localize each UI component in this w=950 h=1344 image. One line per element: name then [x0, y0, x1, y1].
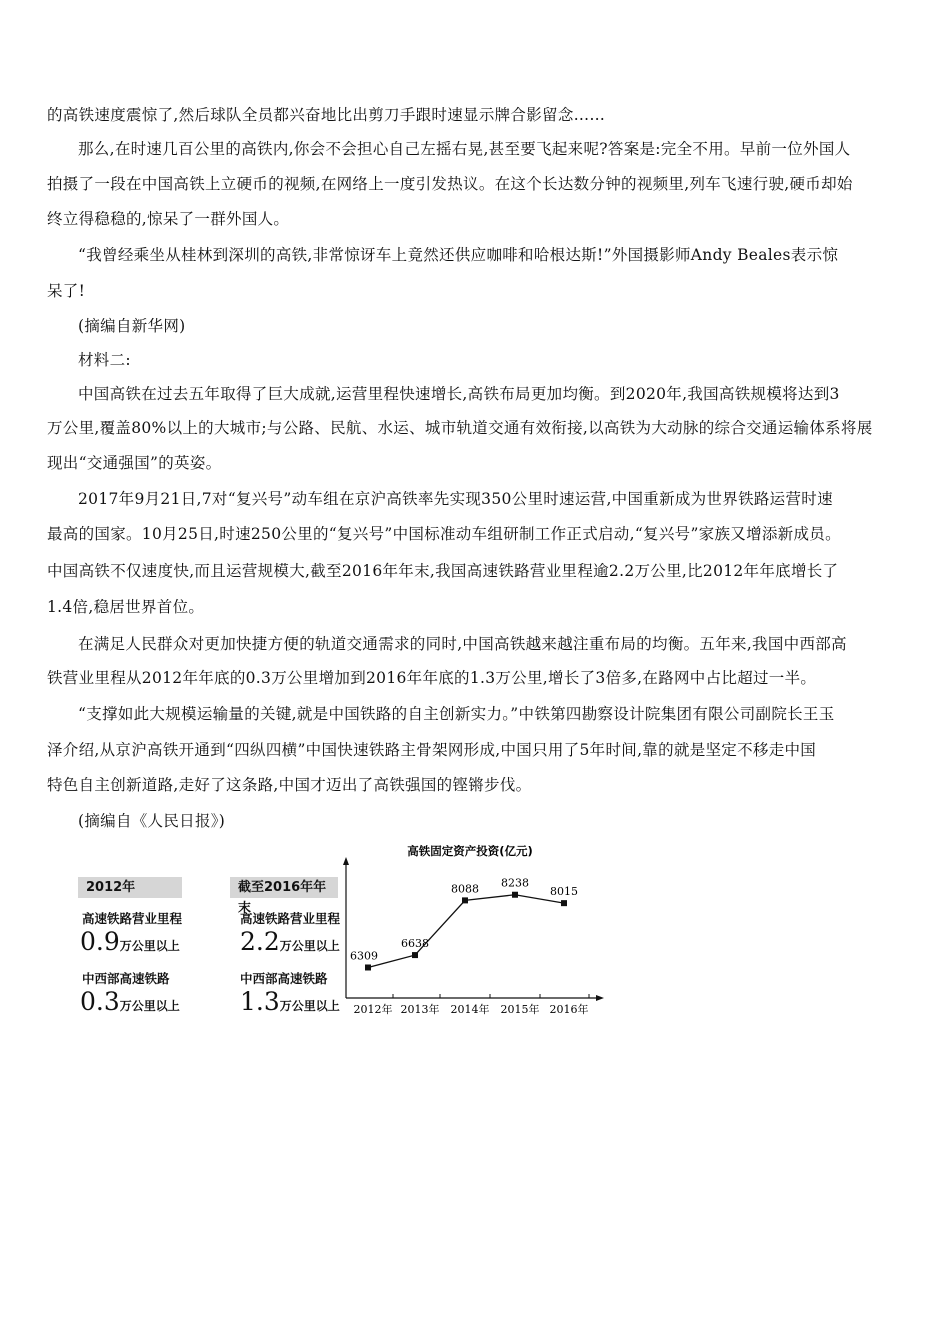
x-tick-label: 2015年	[500, 1003, 540, 1016]
section-heading: 材料二:	[78, 351, 131, 369]
stat-number: 1.3	[240, 987, 280, 1016]
data-label: 8238	[501, 876, 529, 890]
stat-label: 高速铁路营业里程	[82, 911, 183, 926]
paragraph-line: 现出“交通强国”的英姿。	[47, 454, 222, 472]
source-note: (摘编自新华网)	[78, 317, 186, 335]
stat-unit: 万公里以上	[119, 939, 180, 953]
x-tick-label: 2014年	[450, 1003, 490, 1016]
data-point-2016年	[561, 900, 567, 906]
paragraph-line: 2017年9月21日,7对“复兴号”动车组在京沪高铁率先实现350公里时速运营,中国重新成为世界铁路运营时速	[78, 490, 833, 508]
stat-unit: 万公里以上	[279, 999, 340, 1013]
data-point-2012年	[365, 964, 371, 970]
x-tick-label: 2012年	[353, 1003, 393, 1016]
data-point-2013年	[412, 952, 418, 958]
paragraph-line: 的高铁速度震惊了,然后球队全员都兴奋地比出剪刀手跟时速显示牌合影留念……	[47, 106, 606, 124]
data-point-2015年	[512, 892, 518, 898]
paragraph-line: 铁营业里程从2012年年底的0.3万公里增加到2016年年底的1.3万公里,增长了3倍多,在路网中占比超过一半。	[47, 669, 817, 687]
x-tick-label: 2013年	[400, 1003, 440, 1016]
paragraph-line: 特色自主创新道路,走好了这条路,中国才迈出了高铁强国的铿锵步伐。	[47, 776, 532, 794]
data-label: 6309	[350, 949, 378, 963]
stat-value	[240, 927, 340, 956]
paragraph-line: 终立得稳稳的,惊呆了一群外国人。	[47, 210, 290, 228]
stat-number: 2.2	[240, 927, 280, 956]
data-label: 8015	[550, 885, 578, 899]
stat-value	[80, 987, 180, 1016]
stat-label: 中西部高速铁路	[240, 971, 328, 986]
stat-value	[240, 987, 340, 1016]
x-tick-label: 2016年	[549, 1003, 589, 1016]
stat-unit: 万公里以上	[279, 939, 340, 953]
panel-tag: 2012年	[78, 877, 182, 898]
stat-number: 0.3	[80, 987, 120, 1016]
y-axis-arrow	[343, 857, 349, 865]
panel-tag: 截至2016年年末	[230, 877, 338, 898]
stat-number: 0.9	[80, 927, 120, 956]
paragraph-line: “我曾经乘坐从桂林到深圳的高铁,非常惊讶车上竟然还供应咖啡和哈根达斯!”外国摄影师Andy Beales表示惊	[78, 246, 839, 264]
paragraph-line: 在满足人民群众对更加快捷方便的轨道交通需求的同时,中国高铁越来越注重布局的均衡。五年来,我国中西部高	[78, 635, 847, 653]
stat-label: 中西部高速铁路	[82, 971, 170, 986]
paragraph-line: 呆了!	[47, 282, 86, 300]
data-point-2014年	[462, 897, 468, 903]
paragraph-line: 1.4倍,稳居世界首位。	[47, 598, 205, 616]
series-line	[368, 895, 564, 968]
x-axis-arrow	[596, 995, 604, 1001]
stats-panel-2016	[230, 877, 345, 1017]
investment-line-chart	[340, 838, 610, 1023]
data-label: 6638	[401, 937, 429, 951]
paragraph-line: 泽介绍,从京沪高铁开通到“四纵四横”中国快速铁路主骨架网形成,中国只用了5年时间,靠的就是坚定不移走中国	[47, 741, 817, 759]
stat-unit: 万公里以上	[119, 999, 180, 1013]
paragraph-line: 最高的国家。10月25日,时速250公里的“复兴号”中国标准动车组研制工作正式启动,“复兴号”家族又增添新成员。	[47, 525, 841, 543]
paragraph-line: 拍摄了一段在中国高铁上立硬币的视频,在网络上一度引发热议。在这个长达数分钟的视频里,列车飞速行驶,硬币却始	[47, 175, 853, 193]
source-note: (摘编自《人民日报》)	[78, 812, 226, 830]
stats-panel-2012	[78, 877, 188, 1017]
paragraph-line: 万公里,覆盖80%以上的大城市;与公路、民航、水运、城市轨道交通有效衔接,以高铁为大动脉的综合交通运输体系将展	[47, 419, 873, 437]
paragraph-line: “支撑如此大规模运输量的关键,就是中国铁路的自主创新实力。”中铁第四勘察设计院集团有限公司副院长王玉	[78, 705, 835, 723]
stat-label: 高速铁路营业里程	[240, 911, 341, 926]
paragraph-line: 中国高铁在过去五年取得了巨大成就,运营里程快速增长,高铁布局更加均衡。到2020年,我国高铁规模将达到3	[78, 385, 840, 403]
data-label: 8088	[451, 882, 479, 896]
paragraph-line: 那么,在时速几百公里的高铁内,你会不会担心自己左摇右晃,甚至要飞起来呢?答案是:完全不用。早前一位外国人	[78, 140, 851, 158]
stat-value	[80, 927, 180, 956]
paragraph-line: 中国高铁不仅速度快,而且运营规模大,截至2016年年末,我国高速铁路营业里程逾2.2万公里,比2012年年底增长了	[47, 562, 839, 580]
chart-title: 高铁固定资产投资(亿元)	[407, 844, 533, 858]
